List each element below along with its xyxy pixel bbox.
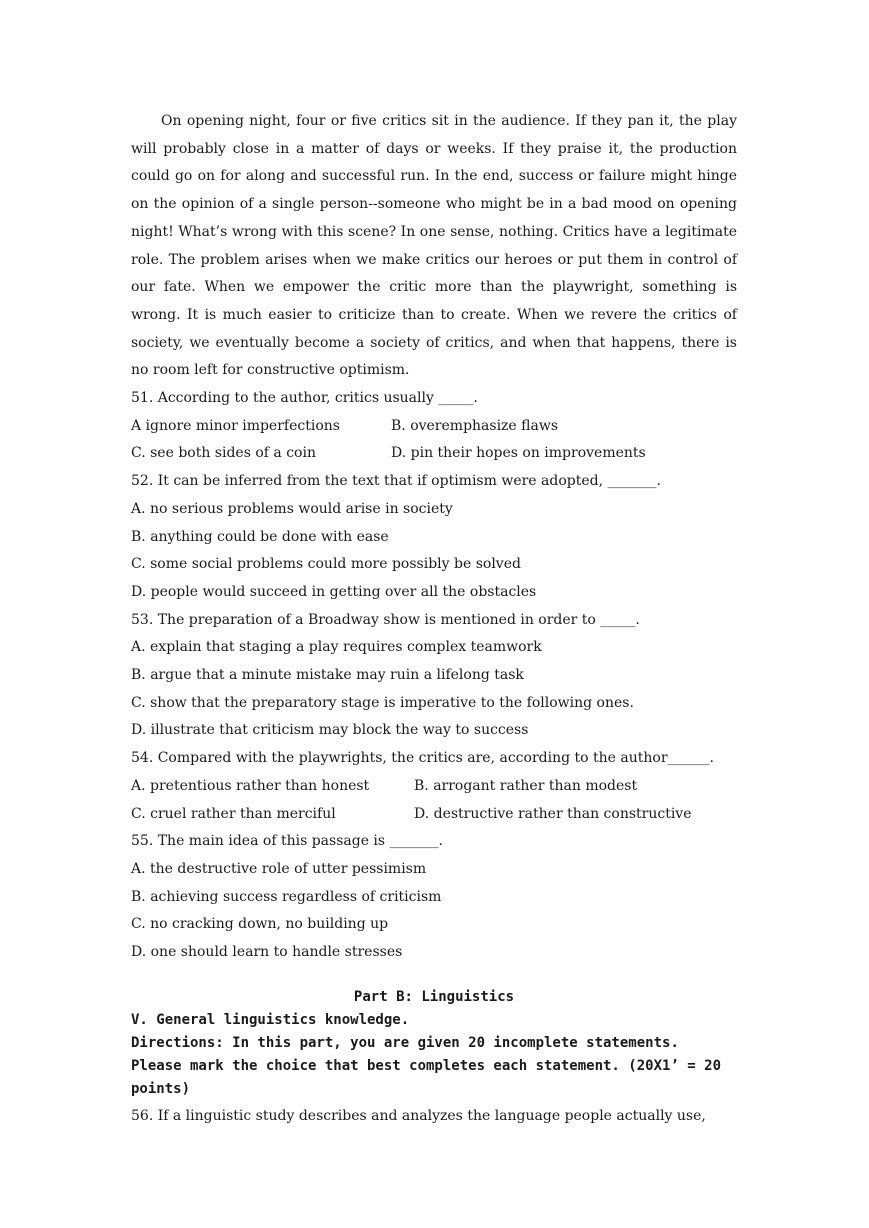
question-stem: 51. According to the author, critics usually _____. <box>131 390 478 407</box>
section-heading: V. General linguistics knowledge. <box>131 1011 410 1028</box>
part-b-heading: Part B: Linguistics <box>353 988 515 1005</box>
question-54 <box>131 745 737 828</box>
option-b: B. argue that a minute mistake may ruin a lifelong task <box>131 667 524 684</box>
question-stem: 53. The preparation of a Broadway show is mentioned in order to _____. <box>131 611 640 628</box>
question-stem: 54. Compared with the playwrights, the critics are, according to the author______. <box>131 750 714 767</box>
question-51 <box>131 385 737 468</box>
option-a: A ignore minor imperfections <box>131 417 340 434</box>
page-content <box>131 108 737 1131</box>
option-b: B. arrogant rather than modest <box>414 777 638 794</box>
option-d: D. destructive rather than constructive <box>414 805 692 822</box>
option-a: A. explain that staging a play requires complex teamwork <box>131 639 542 656</box>
option-a: A. no serious problems would arise in society <box>131 500 453 517</box>
option-c: C. see both sides of a coin <box>131 445 316 462</box>
question-stem: 52. It can be inferred from the text that if optimism were adopted, _______. <box>131 473 661 490</box>
option-c: C. no cracking down, no building up <box>131 916 389 933</box>
option-b: B. anything could be done with ease <box>131 528 389 545</box>
option-b: B. overemphasize flaws <box>391 417 559 434</box>
directions-text: Directions: In this part, you are given 20 incomplete statements. Please mark the choice that best completes each statement. (20X1’ = 20 points) <box>131 1034 722 1097</box>
reading-passage <box>131 108 737 385</box>
option-c: C. cruel rather than merciful <box>131 805 336 822</box>
option-b: B. achieving success regardless of criticism <box>131 888 442 905</box>
option-d: D. illustrate that criticism may block the way to success <box>131 722 529 739</box>
question-53 <box>131 607 737 746</box>
question-stem: 55. The main idea of this passage is _______. <box>131 833 443 850</box>
option-row <box>131 773 737 801</box>
option-row <box>131 440 737 468</box>
question-55 <box>131 828 737 967</box>
option-row <box>131 801 737 829</box>
question-52 <box>131 468 737 607</box>
option-d: D. one should learn to handle stresses <box>131 944 403 961</box>
option-row <box>131 413 737 441</box>
passage-paragraph: On opening night, four or five critics sit in the audience. If they pan it, the play will probably close in a matter of days or weeks. If they praise it, the production could go on for along and successful run. In the end, success or failure might hinge on the opinion of a single person--someone who might be in a bad mood on opening night! What’s wrong with this scene? In one sense, nothing. Critics have a legitimate role. The problem arises when we make critics our heroes or put them in control of our fate. When we empower the critic more than the playwright, something is wrong. It is much easier to criticize than to create. When we revere the critics of society, we eventually become a society of critics, and when that happens, there is no room left for constructive optimism. <box>131 113 737 379</box>
option-d: D. pin their hopes on improvements <box>391 445 646 462</box>
option-a: A. pretentious rather than honest <box>131 777 370 794</box>
option-a: A. the destructive role of utter pessimism <box>131 860 427 877</box>
option-d: D. people would succeed in getting over all the obstacles <box>131 583 537 600</box>
option-c: C. show that the preparatory stage is imperative to the following ones. <box>131 694 634 711</box>
question-56-stem: 56. If a linguistic study describes and analyzes the language people actually use, <box>131 1107 706 1124</box>
option-c: C. some social problems could more possibly be solved <box>131 556 521 573</box>
